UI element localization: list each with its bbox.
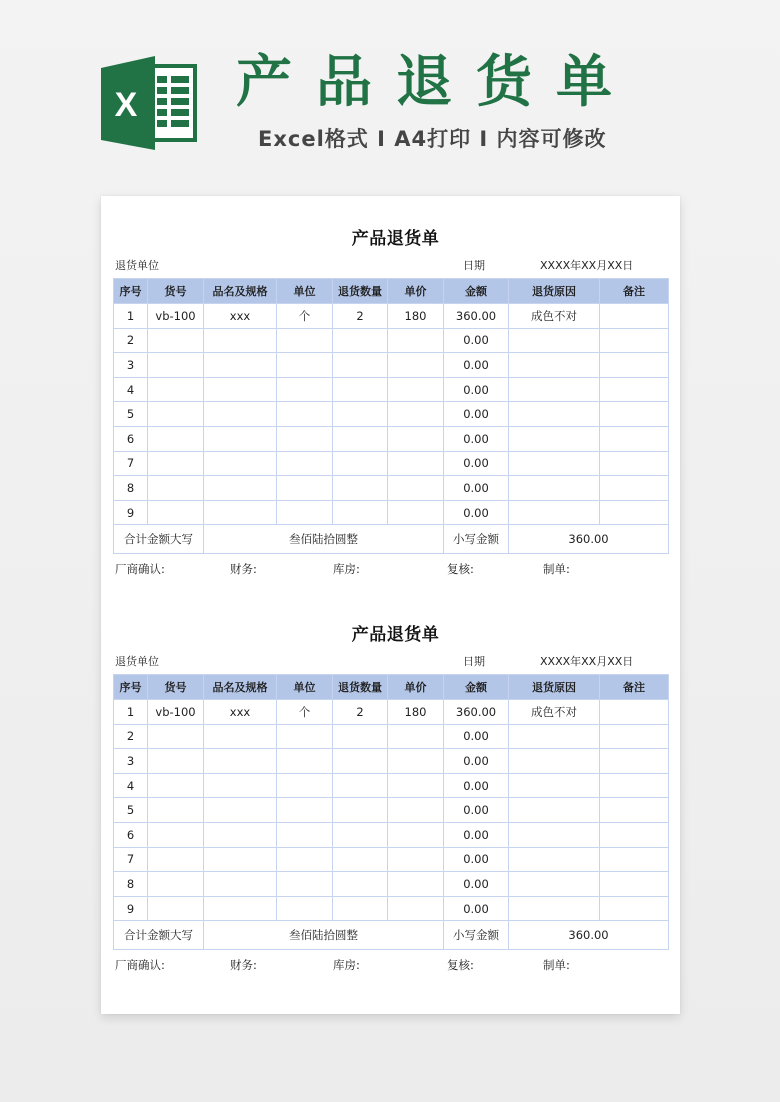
form-title: 产品退货单: [351, 229, 440, 249]
signature-warehouse: 库房:: [333, 562, 360, 576]
cell-return-reason[interactable]: [509, 426, 600, 451]
cell-remarks[interactable]: [600, 328, 669, 353]
cell-amount[interactable]: 0.00: [444, 896, 509, 921]
cell-unit[interactable]: [277, 328, 333, 353]
cell-index: 5: [114, 798, 148, 823]
total-lower-value[interactable]: 360.00: [509, 525, 669, 554]
cell-return-reason[interactable]: [509, 476, 600, 501]
cell-return-qty[interactable]: [333, 872, 388, 897]
cell-return-reason[interactable]: [509, 872, 600, 897]
table-row: [114, 749, 669, 774]
cell-amount[interactable]: 0.00: [444, 847, 509, 872]
total-upper-value[interactable]: 叁佰陆拾圆整: [204, 525, 444, 554]
date-label: 日期: [463, 655, 485, 668]
cell-index: 9: [114, 500, 148, 525]
cell-index: 1: [114, 700, 148, 725]
cell-name-spec[interactable]: [204, 353, 277, 378]
total-upper-label: 合计金额大写: [114, 921, 204, 950]
cell-name-spec[interactable]: [204, 822, 277, 847]
signature-finance: 财务:: [230, 958, 257, 972]
cell-return-reason[interactable]: [509, 798, 600, 823]
cell-return-qty[interactable]: [333, 377, 388, 402]
cell-remarks[interactable]: [600, 896, 669, 921]
cell-unit-price[interactable]: [388, 798, 444, 823]
cell-item-no[interactable]: [148, 896, 204, 921]
cell-index: 4: [114, 377, 148, 402]
cell-item-no[interactable]: [148, 822, 204, 847]
cell-amount[interactable]: 0.00: [444, 353, 509, 378]
cell-remarks[interactable]: [600, 872, 669, 897]
return-unit-label: 退货单位: [115, 259, 159, 272]
cell-item-no[interactable]: vb-100: [148, 700, 204, 725]
excel-logo-icon: [101, 56, 197, 150]
cell-return-qty[interactable]: [333, 500, 388, 525]
total-upper-value[interactable]: 叁佰陆拾圆整: [204, 921, 444, 950]
cell-remarks[interactable]: [600, 500, 669, 525]
cell-unit[interactable]: [277, 724, 333, 749]
cell-amount[interactable]: 0.00: [444, 749, 509, 774]
cell-unit[interactable]: [277, 476, 333, 501]
cell-name-spec[interactable]: [204, 451, 277, 476]
summary-row: [114, 921, 669, 950]
total-upper-label: 合计金额大写: [114, 525, 204, 554]
cell-unit-price[interactable]: [388, 822, 444, 847]
cell-index: 5: [114, 402, 148, 427]
cell-return-qty[interactable]: 2: [333, 304, 388, 329]
cell-return-reason[interactable]: [509, 377, 600, 402]
return-form-1: [101, 196, 680, 591]
cell-amount[interactable]: 0.00: [444, 798, 509, 823]
cell-return-reason[interactable]: [509, 822, 600, 847]
signature-vendor-confirm: 厂商确认:: [115, 562, 165, 576]
cell-return-reason[interactable]: [509, 353, 600, 378]
col-header-amount: 金额: [444, 279, 509, 304]
cell-remarks[interactable]: [600, 402, 669, 427]
cell-remarks[interactable]: [600, 798, 669, 823]
cell-unit[interactable]: 个: [277, 304, 333, 329]
cell-item-no[interactable]: [148, 402, 204, 427]
cell-return-qty[interactable]: 2: [333, 700, 388, 725]
cell-amount[interactable]: 0.00: [444, 476, 509, 501]
cell-amount[interactable]: 0.00: [444, 426, 509, 451]
cell-item-no[interactable]: [148, 872, 204, 897]
cell-remarks[interactable]: [600, 304, 669, 329]
signature-review: 复核:: [447, 958, 474, 972]
cell-return-reason[interactable]: [509, 402, 600, 427]
cell-unit[interactable]: [277, 822, 333, 847]
cell-index: 8: [114, 872, 148, 897]
cell-remarks[interactable]: [600, 822, 669, 847]
cell-index: 4: [114, 773, 148, 798]
cell-item-no[interactable]: [148, 847, 204, 872]
cell-return-qty[interactable]: [333, 451, 388, 476]
cell-unit-price[interactable]: [388, 773, 444, 798]
banner-title: 产品退货单: [236, 50, 636, 115]
cell-index: 2: [114, 328, 148, 353]
cell-amount[interactable]: 360.00: [444, 700, 509, 725]
cell-return-qty[interactable]: [333, 822, 388, 847]
cell-unit-price[interactable]: [388, 500, 444, 525]
cell-item-no[interactable]: [148, 377, 204, 402]
table-row: [114, 822, 669, 847]
signature-review: 复核:: [447, 562, 474, 576]
cell-unit[interactable]: [277, 896, 333, 921]
col-header-unit-price: 单价: [388, 675, 444, 700]
col-header-return-qty: 退货数量: [333, 675, 388, 700]
cell-unit-price[interactable]: 180: [388, 700, 444, 725]
cell-item-no[interactable]: [148, 426, 204, 451]
cell-remarks[interactable]: [600, 773, 669, 798]
cell-item-no[interactable]: [148, 500, 204, 525]
table-header-row: [114, 675, 669, 700]
cell-return-qty[interactable]: [333, 896, 388, 921]
cell-amount[interactable]: 0.00: [444, 822, 509, 847]
date-value[interactable]: XXXX年XX月XX日: [540, 655, 634, 668]
cell-return-reason[interactable]: [509, 328, 600, 353]
col-header-remarks: 备注: [600, 675, 669, 700]
cell-unit-price[interactable]: [388, 476, 444, 501]
cell-index: 1: [114, 304, 148, 329]
cell-amount[interactable]: 0.00: [444, 451, 509, 476]
return-items-table: [113, 674, 669, 950]
table-row: [114, 872, 669, 897]
cell-unit-price[interactable]: 180: [388, 304, 444, 329]
cell-unit[interactable]: [277, 426, 333, 451]
table-row: [114, 724, 669, 749]
cell-return-qty[interactable]: [333, 847, 388, 872]
col-header-return-reason: 退货原因: [509, 279, 600, 304]
cell-unit-price[interactable]: [388, 451, 444, 476]
cell-item-no[interactable]: [148, 451, 204, 476]
cell-return-qty[interactable]: [333, 749, 388, 774]
cell-amount[interactable]: 0.00: [444, 773, 509, 798]
col-header-return-reason: 退货原因: [509, 675, 600, 700]
cell-remarks[interactable]: [600, 476, 669, 501]
date-label: 日期: [463, 259, 485, 272]
cell-item-no[interactable]: [148, 328, 204, 353]
total-lower-value[interactable]: 360.00: [509, 921, 669, 950]
cell-unit-price[interactable]: [388, 328, 444, 353]
cell-remarks[interactable]: [600, 847, 669, 872]
cell-unit[interactable]: [277, 798, 333, 823]
total-lower-label: 小写金额: [444, 921, 509, 950]
cell-remarks[interactable]: [600, 749, 669, 774]
col-header-index: 序号: [114, 279, 148, 304]
cell-amount[interactable]: 0.00: [444, 724, 509, 749]
cell-index: 3: [114, 749, 148, 774]
cell-name-spec[interactable]: [204, 847, 277, 872]
cell-return-reason[interactable]: [509, 847, 600, 872]
cell-unit-price[interactable]: [388, 872, 444, 897]
cell-item-no[interactable]: [148, 773, 204, 798]
cell-name-spec[interactable]: [204, 500, 277, 525]
cell-unit-price[interactable]: [388, 377, 444, 402]
cell-return-reason[interactable]: [509, 724, 600, 749]
cell-return-reason[interactable]: [509, 500, 600, 525]
cell-remarks[interactable]: [600, 700, 669, 725]
cell-name-spec[interactable]: [204, 426, 277, 451]
cell-unit-price[interactable]: [388, 749, 444, 774]
col-header-unit: 单位: [277, 675, 333, 700]
col-header-item-no: 货号: [148, 279, 204, 304]
summary-row: [114, 525, 669, 554]
cell-name-spec[interactable]: xxx: [204, 700, 277, 725]
document-page: [101, 196, 680, 1014]
cell-name-spec[interactable]: [204, 773, 277, 798]
cell-item-no[interactable]: vb-100: [148, 304, 204, 329]
return-unit-label: 退货单位: [115, 655, 159, 668]
cell-index: 7: [114, 847, 148, 872]
total-lower-label: 小写金额: [444, 525, 509, 554]
cell-return-qty[interactable]: [333, 402, 388, 427]
cell-unit[interactable]: [277, 847, 333, 872]
cell-amount[interactable]: 0.00: [444, 500, 509, 525]
cell-return-qty[interactable]: [333, 773, 388, 798]
cell-amount[interactable]: 360.00: [444, 304, 509, 329]
cell-remarks[interactable]: [600, 353, 669, 378]
table-row: [114, 500, 669, 525]
cell-index: 2: [114, 724, 148, 749]
cell-name-spec[interactable]: [204, 798, 277, 823]
cell-return-qty[interactable]: [333, 724, 388, 749]
signature-prepared-by: 制单:: [543, 958, 570, 972]
cell-return-reason[interactable]: [509, 749, 600, 774]
cell-name-spec[interactable]: [204, 872, 277, 897]
table-row: [114, 377, 669, 402]
col-header-unit-price: 单价: [388, 279, 444, 304]
table-row: [114, 476, 669, 501]
cell-item-no[interactable]: [148, 476, 204, 501]
table-row: [114, 798, 669, 823]
cell-return-qty[interactable]: [333, 328, 388, 353]
cell-unit[interactable]: [277, 377, 333, 402]
cell-return-qty[interactable]: [333, 353, 388, 378]
date-value[interactable]: XXXX年XX月XX日: [540, 259, 634, 272]
cell-name-spec[interactable]: [204, 377, 277, 402]
cell-return-reason[interactable]: [509, 451, 600, 476]
banner-subtitle: Excel格式 Ⅰ A4打印 Ⅰ 内容可修改: [258, 127, 607, 151]
cell-amount[interactable]: 0.00: [444, 402, 509, 427]
table-row: [114, 773, 669, 798]
col-header-amount: 金额: [444, 675, 509, 700]
cell-amount[interactable]: 0.00: [444, 328, 509, 353]
col-header-item-no: 货号: [148, 675, 204, 700]
cell-name-spec[interactable]: [204, 896, 277, 921]
excel-x-glyph: X: [114, 86, 138, 124]
col-header-name-spec: 品名及规格: [204, 279, 277, 304]
return-items-table: [113, 278, 669, 554]
cell-return-qty[interactable]: [333, 476, 388, 501]
cell-index: 7: [114, 451, 148, 476]
cell-unit[interactable]: [277, 749, 333, 774]
table-row: [114, 328, 669, 353]
col-header-remarks: 备注: [600, 279, 669, 304]
cell-return-reason[interactable]: [509, 773, 600, 798]
cell-index: 6: [114, 822, 148, 847]
cell-name-spec[interactable]: [204, 476, 277, 501]
cell-unit-price[interactable]: [388, 724, 444, 749]
cell-return-qty[interactable]: [333, 798, 388, 823]
signature-warehouse: 库房:: [333, 958, 360, 972]
cell-item-no[interactable]: [148, 353, 204, 378]
cell-unit-price[interactable]: [388, 896, 444, 921]
cell-item-no[interactable]: [148, 798, 204, 823]
form-title: 产品退货单: [351, 625, 440, 645]
cell-remarks[interactable]: [600, 377, 669, 402]
cell-name-spec[interactable]: xxx: [204, 304, 277, 329]
col-header-name-spec: 品名及规格: [204, 675, 277, 700]
cell-unit[interactable]: [277, 402, 333, 427]
cell-item-no[interactable]: [148, 724, 204, 749]
cell-return-reason[interactable]: 成色不对: [509, 700, 600, 725]
cell-index: 8: [114, 476, 148, 501]
table-row: [114, 426, 669, 451]
cell-unit[interactable]: [277, 872, 333, 897]
col-header-return-qty: 退货数量: [333, 279, 388, 304]
cell-remarks[interactable]: [600, 426, 669, 451]
cell-unit[interactable]: [277, 451, 333, 476]
cell-amount[interactable]: 0.00: [444, 872, 509, 897]
signature-finance: 财务:: [230, 562, 257, 576]
cell-remarks[interactable]: [600, 451, 669, 476]
cell-remarks[interactable]: [600, 724, 669, 749]
cell-return-qty[interactable]: [333, 426, 388, 451]
table-row: [114, 402, 669, 427]
signature-vendor-confirm: 厂商确认:: [115, 958, 165, 972]
cell-name-spec[interactable]: [204, 724, 277, 749]
cell-unit-price[interactable]: [388, 426, 444, 451]
table-row: [114, 896, 669, 921]
cell-index: 9: [114, 896, 148, 921]
cell-unit[interactable]: [277, 500, 333, 525]
return-form-2: [101, 592, 680, 987]
cell-name-spec[interactable]: [204, 402, 277, 427]
cell-name-spec[interactable]: [204, 749, 277, 774]
table-row: [114, 353, 669, 378]
table-row: [114, 451, 669, 476]
cell-item-no[interactable]: [148, 749, 204, 774]
cell-unit[interactable]: [277, 773, 333, 798]
cell-unit[interactable]: 个: [277, 700, 333, 725]
table-row: [114, 700, 669, 725]
cell-index: 3: [114, 353, 148, 378]
cell-unit-price[interactable]: [388, 353, 444, 378]
table-row: [114, 847, 669, 872]
table-row: [114, 304, 669, 329]
cell-unit[interactable]: [277, 353, 333, 378]
cell-unit-price[interactable]: [388, 847, 444, 872]
col-header-index: 序号: [114, 675, 148, 700]
signature-prepared-by: 制单:: [543, 562, 570, 576]
col-header-unit: 单位: [277, 279, 333, 304]
cell-index: 6: [114, 426, 148, 451]
cell-amount[interactable]: 0.00: [444, 377, 509, 402]
cell-name-spec[interactable]: [204, 328, 277, 353]
cell-unit-price[interactable]: [388, 402, 444, 427]
table-header-row: [114, 279, 669, 304]
cell-return-reason[interactable]: 成色不对: [509, 304, 600, 329]
cell-return-reason[interactable]: [509, 896, 600, 921]
